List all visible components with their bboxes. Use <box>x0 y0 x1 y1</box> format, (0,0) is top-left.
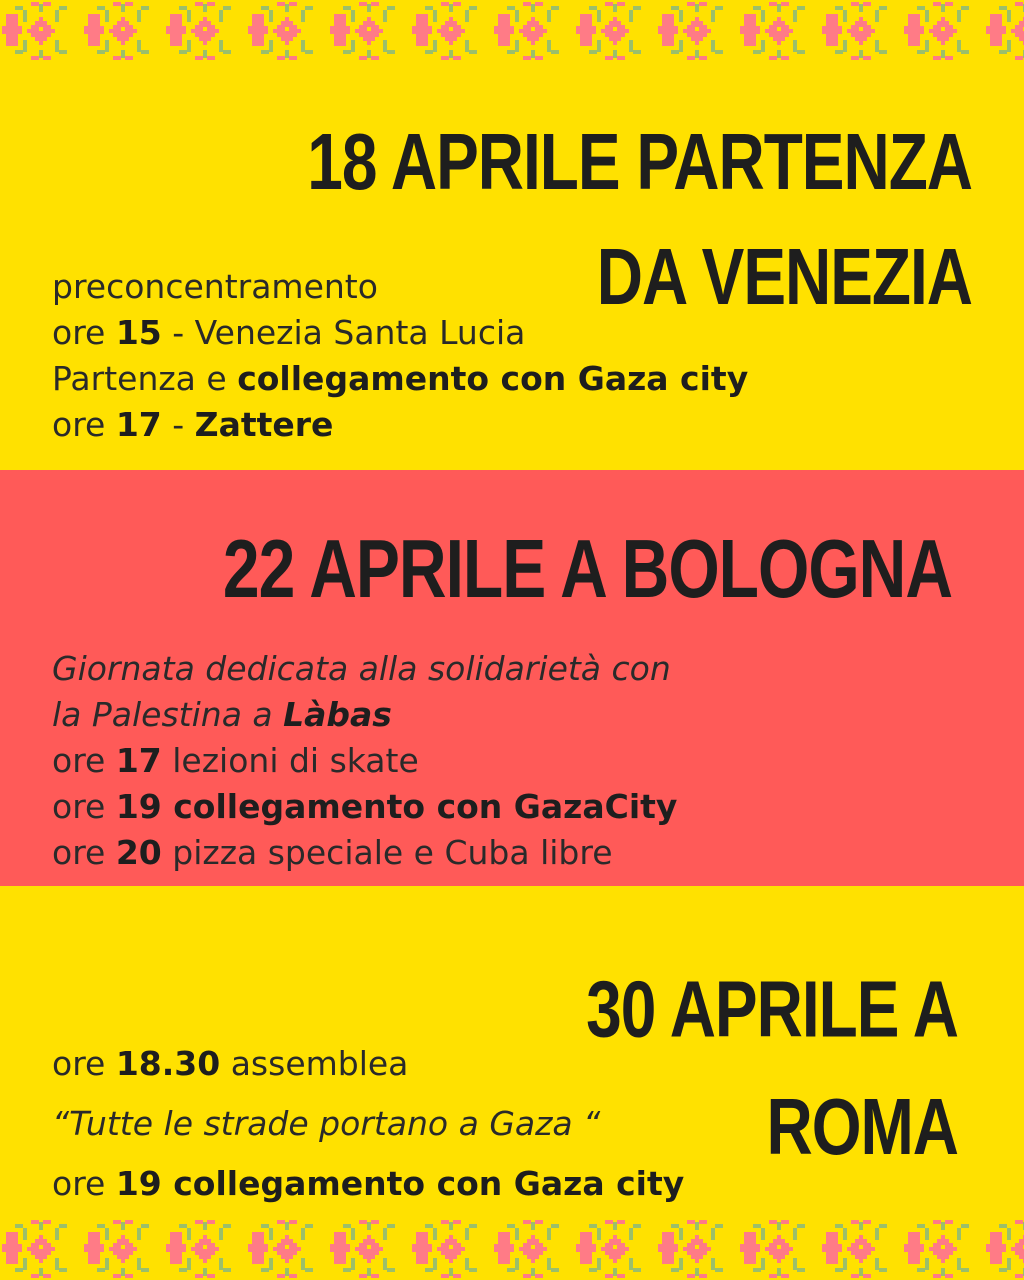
roma-details <box>52 1034 684 1214</box>
bologna-line-4: ore 19 collegamento con GazaCity <box>52 787 678 826</box>
roma-line-3: ore 19 collegamento con Gaza city <box>52 1164 685 1203</box>
bologna-line-2: la Palestina a Làbas <box>52 695 392 734</box>
bologna-details <box>52 646 677 876</box>
roma-section <box>0 886 1024 1218</box>
roma-line-2: “Tutte le strade portano a Gaza “ <box>52 1104 601 1143</box>
bologna-section <box>0 470 1024 886</box>
embroidered-folk-pattern-icon <box>0 0 1024 62</box>
venezia-details <box>52 264 748 448</box>
venezia-heading-line1: 18 APRILE PARTENZA <box>307 116 972 207</box>
venezia-line-2: ore 15 - Venezia Santa Lucia <box>52 313 526 352</box>
bologna-line-1: Giornata dedicata alla solidarietà con <box>52 649 671 688</box>
venezia-line-3: Partenza e collegamento con Gaza city <box>52 359 749 398</box>
venezia-heading-line2: DA VENEZIA <box>596 231 972 322</box>
roma-heading-line1: 30 APRILE A <box>586 963 958 1054</box>
bologna-heading: 22 APRILE A BOLOGNA <box>222 521 952 615</box>
roma-heading-line2: ROMA <box>766 1081 958 1172</box>
bologna-line-5: ore 20 pizza speciale e Cuba libre <box>52 833 613 872</box>
venezia-line-1: preconcentramento <box>52 267 378 306</box>
bottom-pattern-border <box>0 1218 1024 1280</box>
roma-line-1: ore 18.30 assemblea <box>52 1044 409 1083</box>
embroidered-folk-pattern-icon <box>0 1218 1024 1280</box>
bologna-line-3: ore 17 lezioni di skate <box>52 741 419 780</box>
venezia-line-4: ore 17 - Zattere <box>52 405 334 444</box>
venezia-section <box>0 62 1024 470</box>
top-pattern-border <box>0 0 1024 62</box>
